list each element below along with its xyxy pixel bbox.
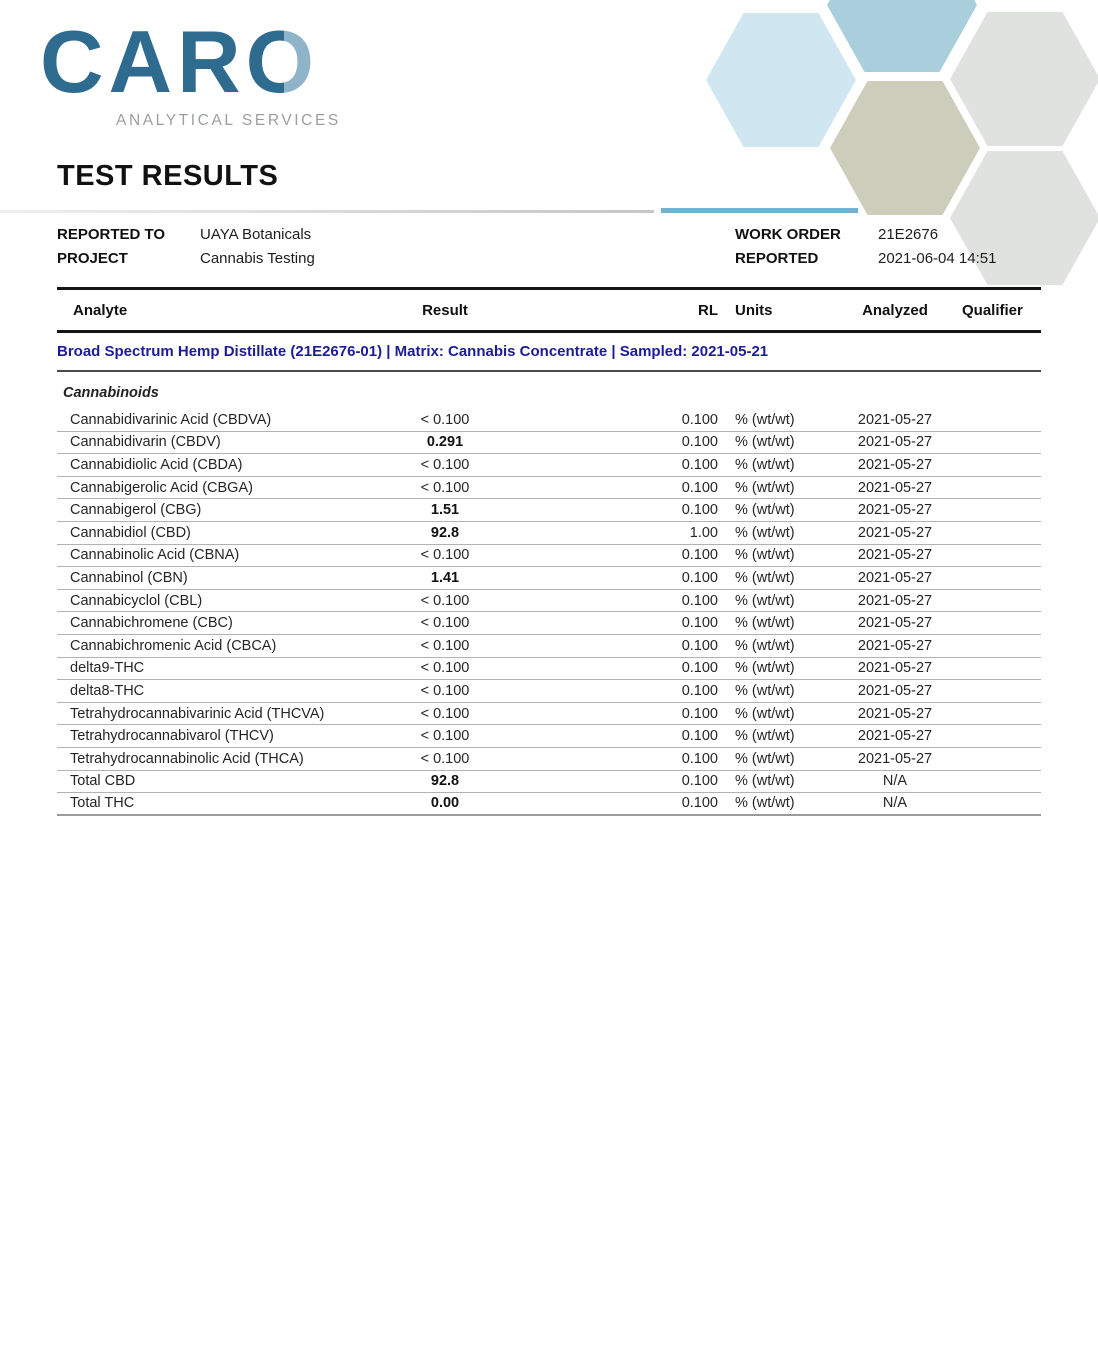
- caro-logo-text: [40, 12, 341, 111]
- cell-analyzed: 2021-05-27: [857, 547, 933, 564]
- cell-rl: 0.100: [681, 750, 718, 767]
- cell-result: 1.51: [430, 502, 460, 519]
- table-rows: [57, 409, 1041, 816]
- cell-analyzed: N/A: [882, 795, 908, 812]
- cell-rl: 0.100: [681, 547, 718, 564]
- cell-analyzed: 2021-05-27: [857, 524, 933, 541]
- project-value: Cannabis Testing: [200, 249, 315, 267]
- cell-analyzed: 2021-05-27: [857, 615, 933, 632]
- cell-rl: 0.100: [681, 795, 718, 812]
- cell-analyzed: 2021-05-27: [857, 750, 933, 767]
- caro-logo-subtitle: ANALYTICAL SERVICES: [116, 112, 341, 129]
- cell-result: 92.8: [430, 524, 460, 541]
- cell-result: < 0.100: [420, 615, 470, 632]
- caro-logo: [40, 12, 341, 130]
- cell-analyzed: 2021-05-27: [857, 705, 933, 722]
- cell-rl: 0.100: [681, 705, 718, 722]
- cell-units: % (wt/wt): [735, 728, 795, 745]
- cell-analyzed: 2021-05-27: [857, 660, 933, 677]
- cell-analyte: Tetrahydrocannabivarinic Acid (THCVA): [70, 705, 325, 722]
- hexagon-decoration-gray-top: [950, 12, 1098, 146]
- section-label-cannabinoids: Cannabinoids: [63, 385, 159, 401]
- cell-result: < 0.100: [420, 411, 470, 428]
- cell-analyte: delta9-THC: [70, 660, 145, 677]
- cell-rl: 0.100: [681, 637, 718, 654]
- cell-units: % (wt/wt): [735, 411, 795, 428]
- table-row: [57, 590, 1041, 613]
- header-divider-blue: [661, 208, 858, 213]
- cell-units: % (wt/wt): [735, 795, 795, 812]
- table-row: [57, 771, 1041, 794]
- sample-header: Broad Spectrum Hemp Distillate (21E2676-01) | Matrix: Cannabis Concentrate | Sampled: 2021-05-21: [57, 333, 1041, 372]
- cell-units: % (wt/wt): [735, 615, 795, 632]
- cell-analyte: Cannabidivarin (CBDV): [70, 434, 221, 451]
- reported-to-label: REPORTED TO: [57, 226, 166, 244]
- table-row: [57, 658, 1041, 681]
- table-row: [57, 499, 1041, 522]
- reported-date-value: 2021-06-04 14:51: [878, 249, 997, 267]
- project-label: PROJECT: [57, 249, 128, 267]
- cell-result: 92.8: [430, 773, 460, 790]
- cell-analyte: Cannabigerol (CBG): [70, 502, 202, 519]
- cell-analyzed: 2021-05-27: [857, 592, 933, 609]
- work-order-label: WORK ORDER: [735, 226, 841, 244]
- reported-to-value: UAYA Botanicals: [200, 226, 312, 244]
- cell-result: < 0.100: [420, 705, 470, 722]
- cell-rl: 0.100: [681, 411, 718, 428]
- table-row: [57, 612, 1041, 635]
- cell-units: % (wt/wt): [735, 569, 795, 586]
- logo-text-accent-o: O: [245, 12, 320, 111]
- cell-analyte: Cannabinolic Acid (CBNA): [70, 547, 240, 564]
- cell-analyte: Cannabidivarinic Acid (CBDVA): [70, 411, 272, 428]
- cell-rl: 0.100: [681, 660, 718, 677]
- reported-date-row: [735, 247, 996, 271]
- header-divider-gray: [0, 210, 654, 213]
- cell-units: % (wt/wt): [735, 502, 795, 519]
- table-row: [57, 680, 1041, 703]
- cell-rl: 1.00: [689, 524, 718, 541]
- results-table: [57, 287, 1041, 816]
- cell-analyte: delta8-THC: [70, 682, 145, 699]
- table-row: [57, 725, 1041, 748]
- cell-units: % (wt/wt): [735, 773, 795, 790]
- cell-analyte: Tetrahydrocannabivarol (THCV): [70, 728, 274, 745]
- cell-analyte: Total THC: [70, 795, 135, 812]
- table-row: [57, 454, 1041, 477]
- hexagon-decoration-light-blue: [706, 13, 856, 147]
- table-row: [57, 567, 1041, 590]
- cell-analyte: Cannabicyclol (CBL): [70, 592, 203, 609]
- cell-analyte: Cannabigerolic Acid (CBGA): [70, 479, 253, 496]
- cell-rl: 0.100: [681, 502, 718, 519]
- table-row: [57, 545, 1041, 568]
- hexagon-decoration-olive: [830, 81, 980, 215]
- cell-units: % (wt/wt): [735, 750, 795, 767]
- cell-units: % (wt/wt): [735, 682, 795, 699]
- table-row: [57, 477, 1041, 500]
- cell-rl: 0.100: [681, 569, 718, 586]
- table-header-row: [57, 287, 1041, 333]
- cell-analyte: Tetrahydrocannabinolic Acid (THCA): [70, 750, 304, 767]
- column-header-analyte: Analyte: [73, 301, 128, 319]
- column-header-result: Result: [422, 301, 468, 319]
- cell-analyte: Cannabidiol (CBD): [70, 524, 191, 541]
- reported-to-row: [57, 223, 315, 247]
- cell-analyzed: 2021-05-27: [857, 456, 933, 473]
- cell-units: % (wt/wt): [735, 547, 795, 564]
- cell-rl: 0.100: [681, 682, 718, 699]
- cell-analyte: Cannabichromene (CBC): [70, 615, 233, 632]
- logo-text-main: CAR: [40, 12, 246, 111]
- cell-rl: 0.100: [681, 592, 718, 609]
- cell-units: % (wt/wt): [735, 456, 795, 473]
- report-info-right: [735, 223, 996, 270]
- cell-units: % (wt/wt): [735, 434, 795, 451]
- cell-rl: 0.100: [681, 479, 718, 496]
- work-order-value: 21E2676: [878, 226, 939, 244]
- column-header-units: Units: [735, 301, 773, 319]
- cell-analyzed: 2021-05-27: [857, 479, 933, 496]
- cell-rl: 0.100: [681, 434, 718, 451]
- cell-analyte: Cannabinol (CBN): [70, 569, 188, 586]
- cell-analyte: Cannabichromenic Acid (CBCA): [70, 637, 277, 654]
- table-row: [57, 748, 1041, 771]
- table-row: [57, 703, 1041, 726]
- cell-analyzed: 2021-05-27: [857, 569, 933, 586]
- page-title: TEST RESULTS: [57, 160, 279, 192]
- cell-units: % (wt/wt): [735, 479, 795, 496]
- cell-result: 0.291: [426, 434, 464, 451]
- cell-result: < 0.100: [420, 750, 470, 767]
- cell-analyzed: 2021-05-27: [857, 434, 933, 451]
- cell-units: % (wt/wt): [735, 524, 795, 541]
- cell-rl: 0.100: [681, 773, 718, 790]
- cell-result: < 0.100: [420, 637, 470, 654]
- hexagon-decoration-medium-blue: [827, 0, 977, 72]
- cell-result: < 0.100: [420, 456, 470, 473]
- cell-result: < 0.100: [420, 547, 470, 564]
- cell-analyzed: 2021-05-27: [857, 682, 933, 699]
- cell-analyte: Cannabidiolic Acid (CBDA): [70, 456, 243, 473]
- work-order-row: [735, 223, 996, 247]
- cell-units: % (wt/wt): [735, 637, 795, 654]
- table-row: [57, 409, 1041, 432]
- cell-analyzed: 2021-05-27: [857, 637, 933, 654]
- reported-date-label: REPORTED: [735, 249, 819, 267]
- cell-analyzed: N/A: [882, 773, 908, 790]
- cell-result: < 0.100: [420, 479, 470, 496]
- cell-result: < 0.100: [420, 592, 470, 609]
- table-row: [57, 432, 1041, 455]
- column-header-qualifier: Qualifier: [962, 301, 1023, 319]
- column-header-rl: RL: [698, 301, 718, 319]
- cell-result: 0.00: [430, 795, 460, 812]
- cell-result: < 0.100: [420, 728, 470, 745]
- cell-analyte: Total CBD: [70, 773, 136, 790]
- column-header-analyzed: Analyzed: [862, 301, 928, 319]
- project-row: [57, 247, 315, 271]
- cell-rl: 0.100: [681, 728, 718, 745]
- table-row: [57, 793, 1041, 816]
- cell-analyzed: 2021-05-27: [857, 502, 933, 519]
- table-row: [57, 635, 1041, 658]
- cell-result: < 0.100: [420, 682, 470, 699]
- cell-rl: 0.100: [681, 615, 718, 632]
- report-info-left: [57, 223, 315, 270]
- cell-units: % (wt/wt): [735, 592, 795, 609]
- cell-analyzed: 2021-05-27: [857, 411, 933, 428]
- cell-result: < 0.100: [420, 660, 470, 677]
- cell-units: % (wt/wt): [735, 660, 795, 677]
- cell-units: % (wt/wt): [735, 705, 795, 722]
- cell-rl: 0.100: [681, 456, 718, 473]
- table-row: [57, 522, 1041, 545]
- cell-analyzed: 2021-05-27: [857, 728, 933, 745]
- cell-result: 1.41: [430, 569, 460, 586]
